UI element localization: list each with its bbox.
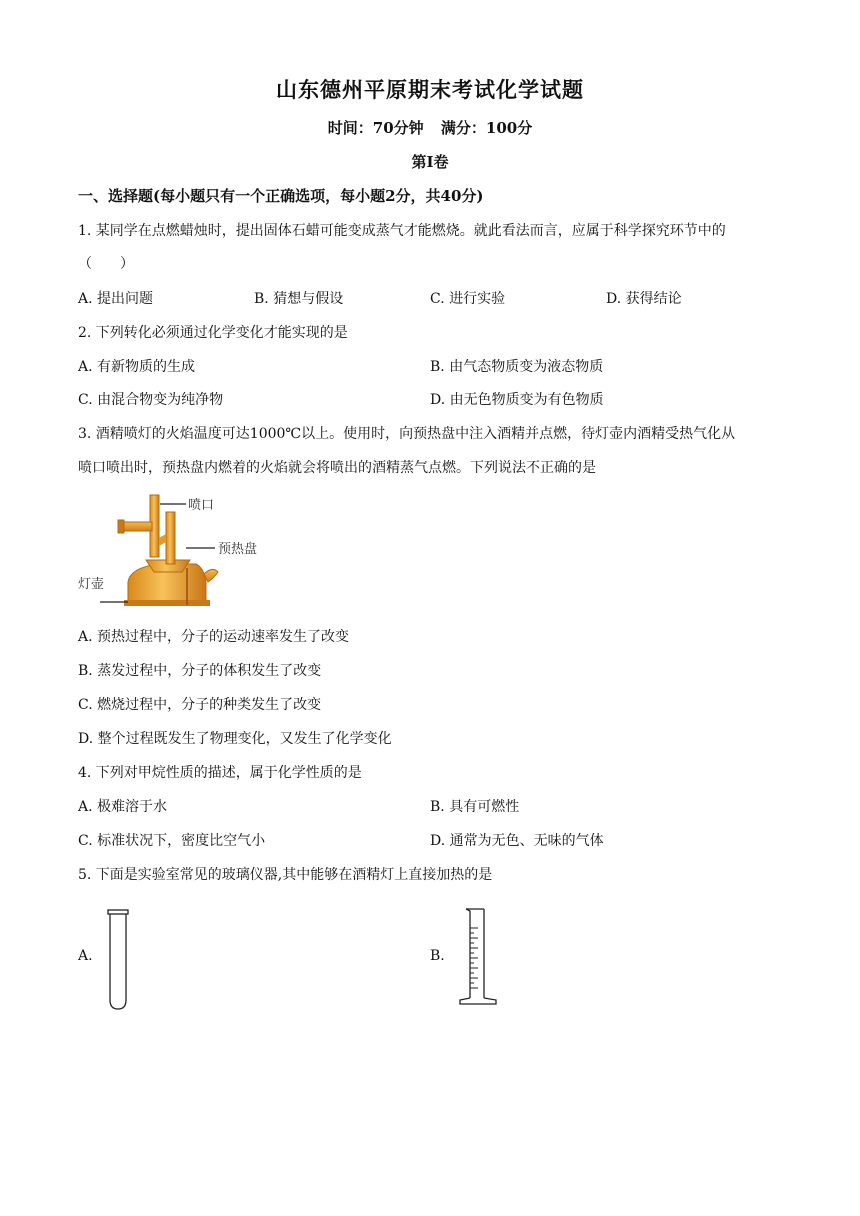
q3-stem-line2: 喷口喷出时，预热盘内燃着的火焰就会将喷出的酒精蒸气点燃。下列说法不正确的是 [78,460,596,476]
page-title: 山东德州平原期末考试化学试题 [276,77,584,102]
q4-option-d: D. 通常为无色、无味的气体 [430,833,604,849]
q4-option-b: B. 具有可燃性 [430,799,520,815]
q1-option-a: A. 提出问题 [78,291,154,307]
q1-option-d: D. 获得结论 [606,291,682,307]
test-tube-icon [106,908,132,1012]
q4-option-a: A. 极难溶于水 [78,799,168,815]
q1-paren: （ ） [78,256,134,272]
q5-stem: 5. 下面是实验室常见的玻璃仪器,其中能够在酒精灯上直接加热的是 [78,867,493,883]
q3-option-d: D. 整个过程既发生了物理变化，又发生了化学变化 [78,731,392,747]
q2-option-a: A. 有新物质的生成 [78,359,196,375]
q1-option-b: B. 猜想与假设 [254,291,344,307]
graduated-cylinder-icon [456,906,502,1008]
q4-stem: 4. 下列对甲烷性质的描述，属于化学性质的是 [78,765,362,781]
exam-time: 时间：70分钟 [327,119,424,137]
label-nozzle: 喷口 [188,498,215,513]
q1-option-c: C. 进行实验 [430,291,506,307]
q3-option-b: B. 蒸发过程中，分子的体积发生了改变 [78,663,322,679]
q2-option-d: D. 由无色物质变为有色物质 [430,392,604,408]
volume-heading: 第Ⅰ卷 [411,153,449,171]
q3-stem-line1: 3. 酒精喷灯的火焰温度可达1000℃以上。使用时，向预热盘中注入酒精并点燃，待灯壶内酒精受热气化从 [78,426,736,442]
label-lamp-body: 灯壶 [78,577,105,592]
q5-option-a: A. [78,948,93,964]
label-preheat-dish: 预热盘 [218,542,258,557]
q3-option-c: C. 燃烧过程中，分子的种类发生了改变 [78,697,322,713]
alcohol-blowtorch-figure [78,490,288,615]
q2-option-b: B. 由气态物质变为液态物质 [430,359,604,375]
q1-stem: 1. 某同学在点燃蜡烛时，提出固体石蜡可能变成蒸气才能燃烧。就此看法而言，应属于科学探究环节中的 [78,223,726,239]
q3-option-a: A. 预热过程中，分子的运动速率发生了改变 [78,629,350,645]
exam-info [0,117,860,138]
q2-option-c: C. 由混合物变为纯净物 [78,392,224,408]
q2-stem: 2. 下列转化必须通过化学变化才能实现的是 [78,325,348,341]
q5-option-b: B. [430,948,445,964]
q4-option-c: C. 标准状况下，密度比空气小 [78,833,266,849]
exam-score: 满分：100分 [440,119,533,137]
section-heading: 一、选择题(每小题只有一个正确选项，每小题2分，共40分) [78,187,484,205]
